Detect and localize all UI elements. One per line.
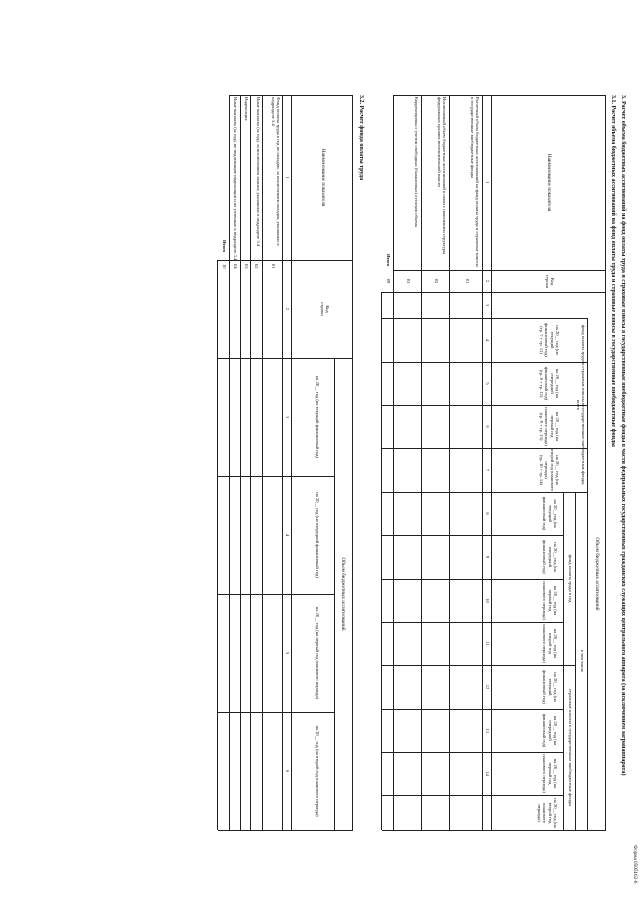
t2-row-code: 01 (271, 264, 276, 269)
t2-col-name-header: Наименование показателя (320, 148, 326, 207)
t1-colnum: 5 (485, 382, 490, 385)
t2-row-code: 04 (233, 264, 238, 269)
t1-period-col-6: на 20__ год (на второй год планового периода) (гр. 10 + гр. 14) (538, 449, 560, 491)
t2-colnum: 5 (285, 651, 290, 655)
t1-period-col-9: на 20__ год (на первый год планового периода) (542, 581, 558, 620)
form-code: Форма 0505162-6 (632, 845, 638, 884)
t2-total-label: Итого (222, 240, 227, 253)
t2-colnum: 2 (285, 307, 290, 311)
t1-period-col-14: на 20__ год (на второй год планового периода) (536, 798, 558, 828)
t1-row-code: 01 (465, 278, 470, 284)
t1-row-code: 03 (406, 278, 411, 284)
t2-col-code-header: Код строки (319, 302, 330, 316)
t1-period-col-3: на 20__ год (на текущий финансовый год) (гр. 7 + гр. 11) (538, 323, 560, 357)
t2-group-header: Объем бюджетных ассигнований (340, 557, 346, 631)
t1-fot-total-header: фонд оплаты труда и страховые взносы в государственные внебюджетные фонды, всего (575, 324, 586, 486)
t2-row-code: 02 (254, 264, 259, 269)
t1-colnum: 1 (485, 181, 490, 184)
t1-incl-header: в том числе (580, 649, 585, 673)
t1-period-col-8: на 20__ год (на очередной финансовый год) (542, 540, 558, 574)
t1-colnum: 3 (485, 303, 490, 307)
t1-total-code: 09 (386, 278, 391, 284)
t1-row-name: Расчетный объем бюджетных ассигнований на фонд оплаты труда и страховые взносы в государственные внебюджетные фонды (469, 97, 480, 267)
section-3-2-heading: 3.2. Расчет фонда оплаты труда (358, 95, 364, 181)
t1-row-name: Корректировка с учетом свободных (балансовых) остатков объема (414, 97, 419, 228)
t1-row-name: Исключаемый объем бюджетных ассигнований в связи с изменением структуры федеральных органов исполнительной власти (436, 97, 447, 255)
t1-period-col-10: на 20__ год (на второй год планового периода) (542, 624, 558, 663)
t2-row-code: 03 (244, 264, 249, 269)
t2-period-col-4: на 20__ год (на очередной финансовый год) (315, 492, 320, 578)
t2-period-col-6: на 20__ год (на второй год планового периода) (315, 725, 320, 817)
t1-row-code: 02 (434, 278, 439, 284)
t1-col-code-header: Код строки (544, 274, 555, 289)
t1-colnum: 9 (485, 555, 490, 559)
section-3-1-heading: 3.1. Расчет объема бюджетных ассигнований на фонд оплаты труда и страховые взносы в государственные внебюджетные фонды (610, 95, 616, 447)
t1-ins-header: страховые взносы в государственные внебюджетные фонды (568, 688, 573, 807)
t1-colnum: 12 (485, 684, 490, 690)
t1-colnum: 6 (485, 425, 490, 428)
t1-period-col-13: на 20__ год (на первый год планового периода) (542, 754, 558, 793)
t1-period-col-12: на 20__ год (на очередной финансовый год) (542, 713, 558, 748)
t2-row-name: Индексация (244, 97, 249, 121)
t2-row-name: Иные выплаты (за год), за исключением выплат, указанных в подразделе 3.4 (256, 97, 261, 247)
t1-colnum: 14 (485, 771, 490, 776)
t1-colnum: 7 (485, 468, 490, 472)
t1-total-label: Итого (386, 254, 391, 267)
t1-group-header: Объем бюджетных ассигнований (594, 537, 600, 611)
t1-fot-header: фонд оплаты труда в год (568, 554, 573, 603)
t1-colnum: 13 (485, 728, 490, 733)
t1-colnum: 10 (485, 598, 490, 603)
t1-colnum: 4 (485, 338, 490, 342)
t1-period-col-11: на 20__ год (на текущий финансовый год) (542, 670, 558, 704)
t1-period-col-4: на 20__ год (на очередной финансовый год) (гр. 8 + гр. 12) (538, 366, 560, 401)
t2-colnum: 3 (285, 415, 290, 419)
t1-period-col-7: на 20__год (на текущий финансовый год) (542, 496, 558, 531)
t1-colnum: 8 (485, 512, 490, 515)
t2-colnum: 1 (285, 176, 290, 179)
t1-colnum: 2 (485, 279, 490, 283)
t1-period-col-5: на 20__ год (на первый год планового периода) (гр. 9 + гр. 13) (538, 407, 560, 446)
t2-colnum: 6 (285, 769, 290, 773)
t2-period-col-5: на 20__ год (на первый год планового периода) (315, 606, 320, 700)
t2-total-code: 10 (222, 264, 227, 269)
t2-colnum: 4 (285, 533, 290, 537)
t2-period-col-3: на 20__ год (на текущий финансовый год) (315, 375, 320, 459)
t1-col-name-header: Наименование показателя (546, 153, 552, 212)
t2-row-name: Иные выплаты (за год), не подлежащие индексации и не учтенные в подразделе 3.4 (233, 97, 238, 261)
t1-colnum: 11 (485, 641, 490, 646)
t2-row-name: Фонд оплаты труда в год по окладам, за исключением окладов, указанных в подразделе 3.4 (270, 97, 281, 246)
section-3-heading: 3. Расчет объема бюджетных ассигнований на фонд оплаты труда и страховые взносы в государственные внебюджетные фонды в части федеральных государственных гражданских служащих центрального аппарата (за исключением загранаппарата) (620, 95, 626, 776)
